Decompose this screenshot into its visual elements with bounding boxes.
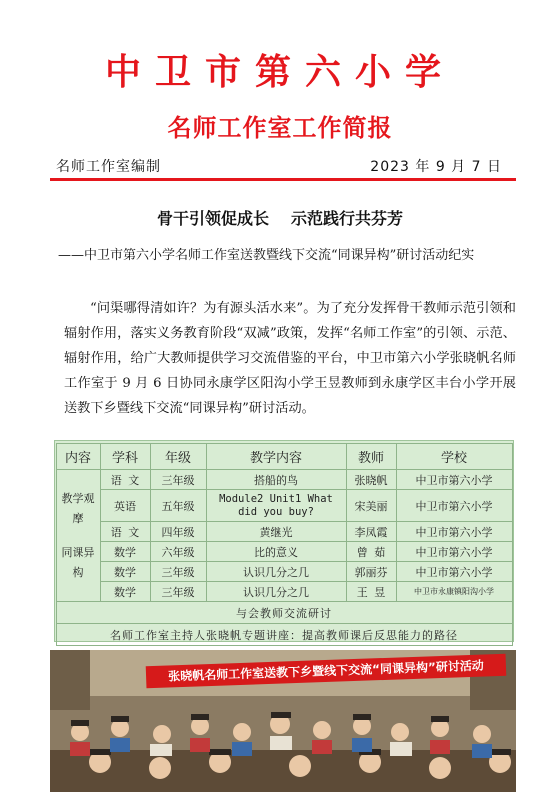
- cell-teacher: 李凤霞: [346, 522, 396, 542]
- header-teaching-content: 教学内容: [206, 444, 346, 470]
- table-row: [56, 624, 512, 646]
- table-row: [56, 522, 512, 542]
- bulletin-title: 名师工作室工作简报: [167, 114, 393, 142]
- header-divider: [50, 178, 516, 181]
- cell-school: 中卫市第六小学: [396, 490, 512, 522]
- event-banner: 张晓帆名师工作室送教下乡暨线下交流“同课异构”研讨活动: [146, 654, 507, 689]
- cell-content: 比的意义: [206, 542, 346, 562]
- header-teacher: 教师: [346, 444, 396, 470]
- exchange-row: 与会教师交流研讨: [56, 602, 512, 624]
- classroom-photo: [50, 650, 516, 792]
- cell-grade: 六年级: [150, 542, 206, 562]
- header-subject: 学科: [100, 444, 150, 470]
- section-label-cell: [56, 470, 100, 602]
- lecture-row: 名师工作室主持人张晓帆专题讲座：提高教师课后反思能力的路径: [56, 624, 512, 646]
- cell-content: 搭船的鸟: [206, 470, 346, 490]
- cell-subject: 数学: [100, 582, 150, 602]
- section-label-observe: 教学观摩: [61, 491, 95, 525]
- article-title-part1: 骨干引领促成长: [156, 209, 269, 228]
- table-row: [56, 490, 512, 522]
- cell-subject: 数学: [100, 562, 150, 582]
- table-row: [56, 582, 512, 602]
- section-label-same-topic: 同课异构: [61, 545, 95, 579]
- table-row: [56, 542, 512, 562]
- cell-subject: 语 文: [100, 470, 150, 490]
- cell-teacher: 郭丽芬: [346, 562, 396, 582]
- article-title: [0, 206, 560, 229]
- cell-grade: 五年级: [150, 490, 206, 522]
- article-title-part2: 示范践行共芬芳: [291, 209, 404, 228]
- cell-subject: 数学: [100, 542, 150, 562]
- cell-content: 黄继光: [206, 522, 346, 542]
- editor-line: [50, 154, 512, 178]
- editor-label: 名师工作室编制: [56, 159, 161, 175]
- table-row: [56, 602, 512, 624]
- table-row: [56, 562, 512, 582]
- header-school: 学校: [396, 444, 512, 470]
- cell-content: 认识几分之几: [206, 582, 346, 602]
- cell-teacher: 张晓帆: [346, 470, 396, 490]
- cell-teacher: 王 昱: [346, 582, 396, 602]
- cell-school: 中卫市第六小学: [396, 542, 512, 562]
- article-body: “问渠哪得清如许？为有源头活水来”。为了充分发挥骨干教师示范引领和辐射作用，落实义务教育阶段“双减”政策，发挥“名师工作室”的引领、示范、辐射作用，给广大教师提供学习交流借鉴的平台，中卫市第六小学张晓帆名师工作室于 9 月 6 日协同永康学区阳沟小学王昱教师到永康学区丰台小学开展送教下乡暨线下交流“同课异构”研讨活动。: [64, 301, 516, 416]
- issue-date: 2023 年 9 月 7 日: [370, 159, 502, 175]
- article-subtitle: ——中卫市第六小学名师工作室送教暨线下交流“同课异构”研讨活动纪实: [58, 248, 475, 263]
- header-content: 内容: [56, 444, 100, 470]
- cell-teacher: 宋美丽: [346, 490, 396, 522]
- cell-grade: 四年级: [150, 522, 206, 542]
- cell-content: 认识几分之几: [206, 562, 346, 582]
- cell-grade: 三年级: [150, 582, 206, 602]
- schedule-header-row: [56, 444, 512, 470]
- cell-grade: 三年级: [150, 470, 206, 490]
- cell-grade: 三年级: [150, 562, 206, 582]
- cell-content: Module2 Unit1 What did you buy?: [206, 490, 346, 522]
- cell-school: 中卫市第六小学: [396, 562, 512, 582]
- school-name: 中卫市第六小学: [104, 51, 455, 93]
- cell-school: 中卫市第六小学: [396, 522, 512, 542]
- cell-subject: 语 文: [100, 522, 150, 542]
- cell-school: 中卫市第六小学: [396, 470, 512, 490]
- cell-teacher: 曾 茹: [346, 542, 396, 562]
- schedule-table: [54, 440, 514, 642]
- table-row: [56, 470, 512, 490]
- cell-school: 中卫市永康镇阳沟小学: [396, 582, 512, 602]
- cell-subject: 英语: [100, 490, 150, 522]
- header-grade: 年级: [150, 444, 206, 470]
